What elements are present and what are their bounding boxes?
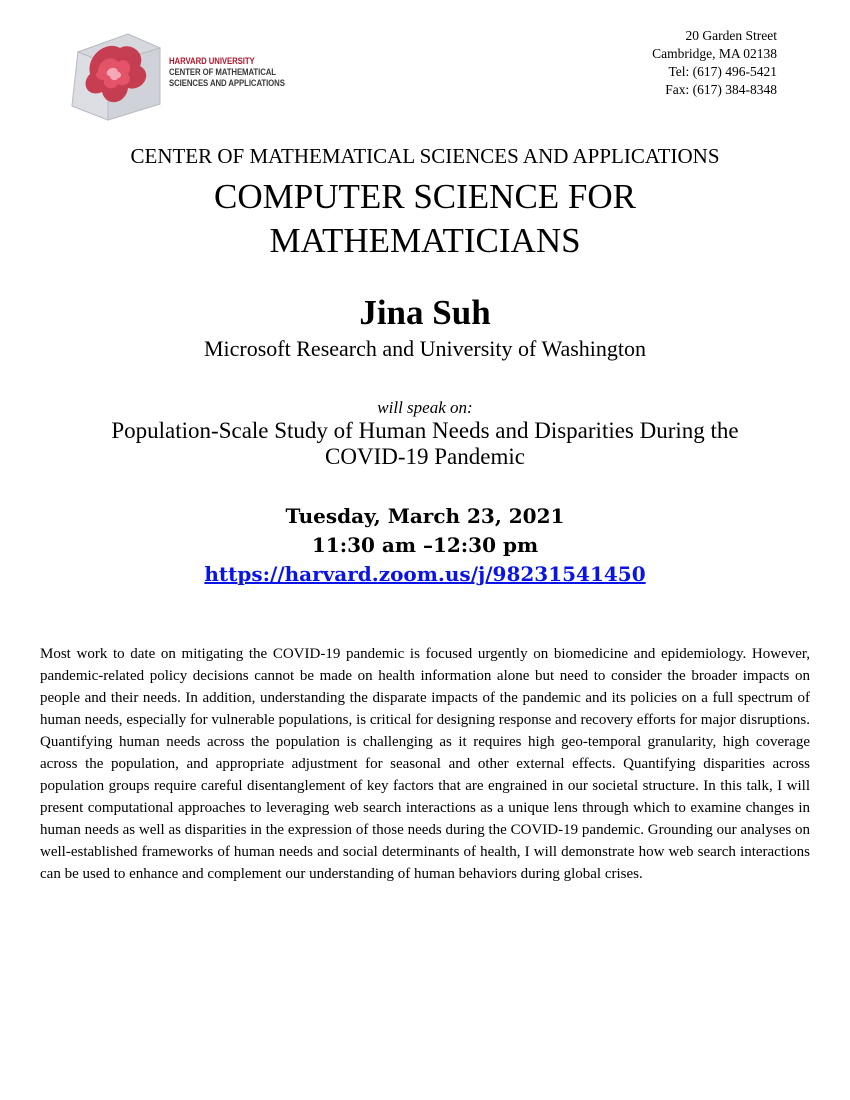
speaker-affiliation: Microsoft Research and University of Washington bbox=[203, 336, 646, 361]
zoom-link-container bbox=[0, 562, 850, 586]
event-time: 11:30 am –12:30 pm bbox=[311, 533, 539, 557]
logo-text bbox=[169, 56, 285, 89]
series-title bbox=[0, 175, 850, 263]
abstract-text: Most work to date on mitigating the COVID-19 pandemic is focused urgently on biomedicine and epidemiology. However, pandemic-related policy decisions cannot be made on health information alone but need to consider the broader impacts on people and their needs. In addition, understanding the disparate impacts of the pandemic and its policies on a full spectrum of human needs, especially for vulnerable populations, is critical for designing response and recovery efforts for major disruptions. Quantifying human needs across the population is challenging as it requires high geo-temporal granularity, high coverage across the population, and appropriate adjustment for seasonal and other external effects. Quantifying disparities across population groups require careful disentanglement of key factors that are engrained in our societal structure. In this talk, I will present computational approaches to leveraging web search interactions as a unique lens through which to examine changes in human needs as well as disparities in the expression of those needs during the COVID-19 pandemic. Grounding our analyses on well-established frameworks of human needs and social determinants of health, I will demonstrate how web search interactions can be used to enhance and complement our understanding of human behaviors during global crises. bbox=[40, 646, 810, 882]
address-block bbox=[652, 27, 777, 99]
talk-title-line-1: Population-Scale Study of Human Needs and Disparities During the bbox=[111, 418, 739, 443]
address-fax: Fax: (617) 384-8348 bbox=[665, 82, 777, 97]
logo-line-3: SCIENCES AND APPLICATIONS bbox=[169, 78, 285, 89]
series-title-line-2: MATHEMATICIANS bbox=[269, 221, 581, 260]
cmsa-cube-icon bbox=[68, 26, 164, 122]
center-name: CENTER OF MATHEMATICAL SCIENCES AND APPLICATIONS bbox=[130, 144, 720, 168]
address-street: 20 Garden Street bbox=[685, 28, 777, 43]
talk-title-line-2: COVID-19 Pandemic bbox=[325, 444, 525, 469]
address-city: Cambridge, MA 02138 bbox=[652, 46, 777, 61]
zoom-link[interactable]: https://harvard.zoom.us/j/98231541450 bbox=[204, 562, 646, 586]
cmsa-logo bbox=[68, 26, 298, 122]
speaker-name: Jina Suh bbox=[359, 293, 491, 332]
address-tel: Tel: (617) 496-5421 bbox=[668, 64, 777, 79]
will-speak-label: will speak on: bbox=[377, 398, 473, 417]
event-date: Tuesday, March 23, 2021 bbox=[285, 504, 565, 528]
logo-line-1: HARVARD UNIVERSITY bbox=[169, 56, 255, 67]
logo-line-2: CENTER OF MATHEMATICAL bbox=[169, 67, 276, 78]
talk-title bbox=[40, 418, 810, 470]
series-title-line-1: COMPUTER SCIENCE FOR bbox=[213, 177, 637, 216]
